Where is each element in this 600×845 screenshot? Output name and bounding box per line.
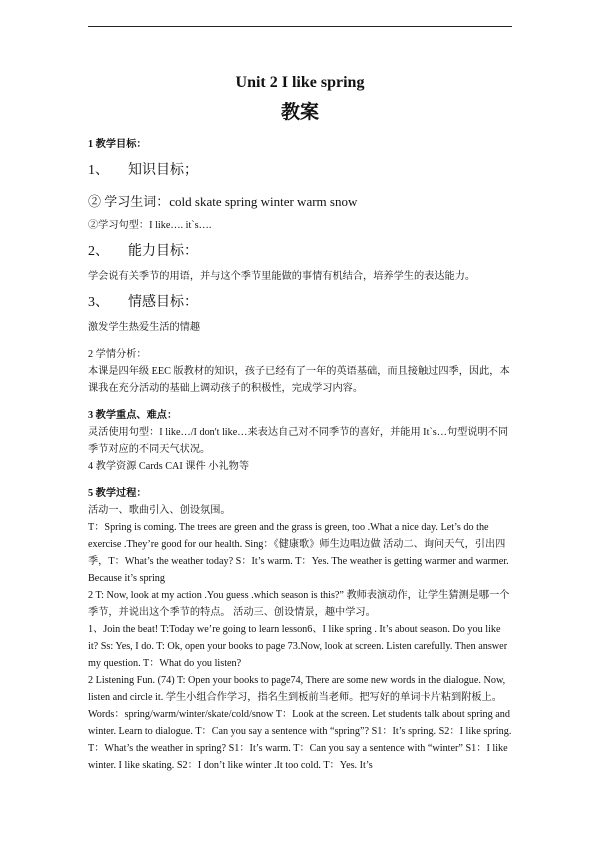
process-paragraph: T：Spring is coming. The trees are green and the grass is green, too .What a nice day. Let’s do the exercise .They’re good for our health. Sing：《健康歌》师生边唱边做 活动二、询问天气，引出四季，T：What’s the weather today? S：It’s warm. T：Yes. The weather is getting warmer and warmer. Because it’s spring xyxy=(88,522,509,584)
emotion-goal-text: 激发学生热爱生活的情趣 xyxy=(88,322,201,333)
vocabulary-line: ② 学习生词：cold skate spring winter warm snow xyxy=(88,194,358,209)
analysis-text: 本课是四年级 EEC 版教材的知识，孩子已经有了一年的英语基础，而且接触过四季，因此，本课我在充分活动的基础上调动孩子的积极性，完成学习内容。 xyxy=(88,366,510,394)
resources-line: 4 教学资源 Cards CAI 课件 小礼物等 xyxy=(88,461,250,472)
process-paragraph: Words：spring/warm/winter/skate/cold/snow T：Look at the screen. Let students talk about spring and winter. Learn to dialogue. T：Can you say a sentence with “spring”? S1：It’s spring. S2：I like spring. T：What’s the weather in spring? S1：It’s warm. T：Can you say a sentence with “winter” S1：I like winter. I like skating. S2：I don’t like winter .It too cold. T：Yes. It’s xyxy=(88,709,512,771)
section-heading-analysis: 2 学情分析： xyxy=(88,349,147,360)
emotion-goal-heading xyxy=(88,291,512,315)
knowledge-goal-label: 知识目标； xyxy=(128,163,198,178)
process-paragraph: 2 T: Now, look at my action .You guess .which season is this?” 教师表演动作，让学生猜测是哪一个季节，并说出这个季节的特点。 活动三、创设情景，趣中学习。 xyxy=(88,590,510,618)
knowledge-goal-heading xyxy=(88,159,512,183)
header-rule xyxy=(88,26,512,27)
document-page xyxy=(88,72,512,774)
ability-goal-heading xyxy=(88,240,512,264)
key-points-text: 灵活使用句型：I like…/I don't like…来表达自己对不同季节的喜好，并能用 It`s…句型说明不同季节对应的不同天气状况。 xyxy=(88,427,509,455)
sentence-pattern-line: ②学习句型：I like…. it`s…. xyxy=(88,220,212,231)
emotion-goal-number: 3、 xyxy=(88,295,109,310)
emotion-goal-label: 情感目标： xyxy=(128,295,198,310)
process-paragraph: 活动一、歌曲引入、创设氛围。 xyxy=(88,505,231,516)
ability-goal-number: 2、 xyxy=(88,244,109,259)
document-subtitle: 教案 xyxy=(280,102,319,123)
ability-goal-text: 学会说有关季节的用语，并与这个季节里能做的事情有机结合，培养学生的表达能力。 xyxy=(88,271,476,282)
knowledge-goal-number: 1、 xyxy=(88,163,109,178)
section-heading-objectives: 1 教学目标： xyxy=(88,139,147,150)
section-heading-key-points: 3 教学重点、难点： xyxy=(88,410,178,421)
process-paragraph: 2 Listening Fun. (74) T: Open your books to page74, There are some new words in the dialogue. Now, listen and circle it. 学生小组合作学习，指名生到板前当老师。把写好的单词卡片粘到附板上。 xyxy=(88,675,506,703)
ability-goal-label: 能力目标： xyxy=(128,244,198,259)
document-title: Unit 2 I like spring xyxy=(235,74,365,91)
process-paragraph: 1、Join the beat! T:Today we’re going to learn lesson6、I like spring . It’s about season. Do you like it? Ss: Yes, I do. T: Ok, open your books to page 73.Now, look at screen. Listen carefully. Then answer my question. T：What do you listen? xyxy=(88,624,508,669)
section-heading-process: 5 教学过程： xyxy=(88,488,147,499)
